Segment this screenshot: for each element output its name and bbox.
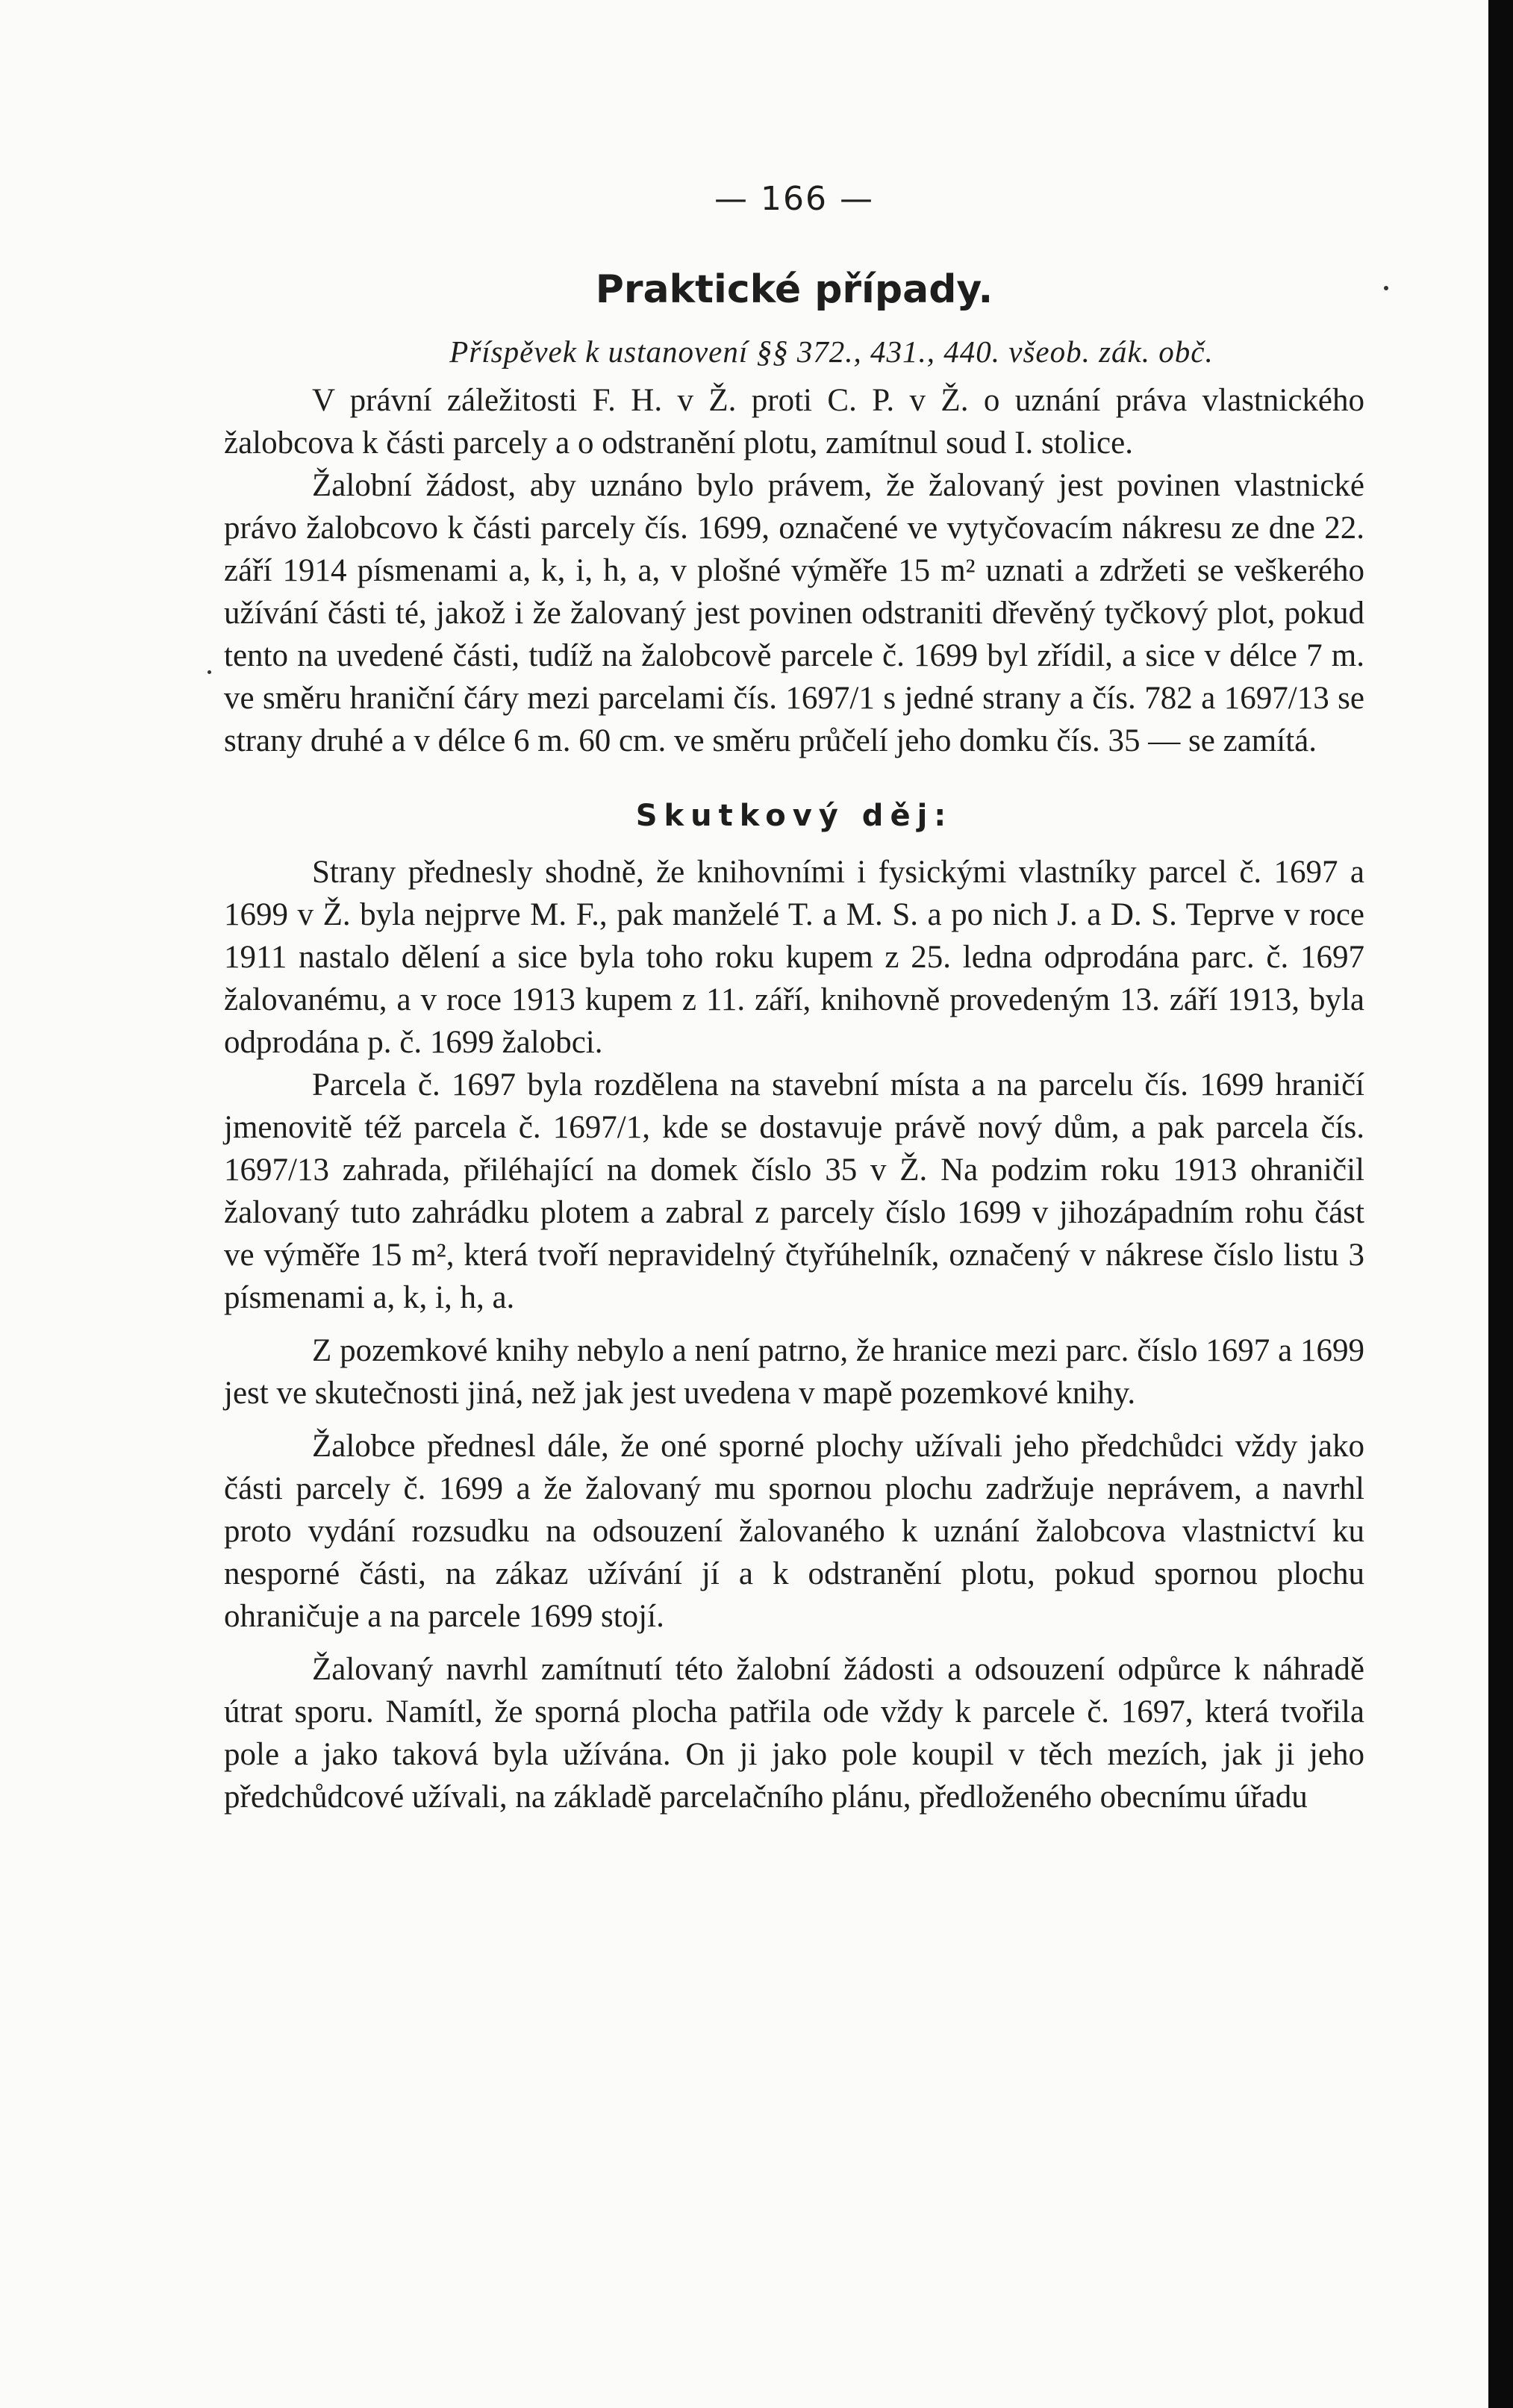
page-content (224, 178, 1364, 1818)
paragraph-intro: V právní záležitosti F. H. v Ž. proti C. P. v Ž. o uznání práva vlastnického žalobcova k části parcely a o odstranění plotu, zamítnul soud I. stolice. (224, 383, 1364, 461)
paragraph-claim: Žalobní žádost, aby uznáno bylo právem, že žalovaný jest povinen vlastnické právo žalobcovo k části parcely čís. 1699, označené ve vytyčovacím nákresu ze dne 22. září 1914 písmenami a, k, i, h, a, v plošné výměře 15 m² uznati a zdržeti se veškerého užívání části té, jakož i že žalovaný jest povinen odstraniti dřevěný tyčkový plot, pokud tento na uvedené části, tudíž na žalobcově parcele č. 1699 byl zřídil, a sice v délce 7 m. ve směru hraniční čáry mezi parcelami čís. 1697/1 s jedné strany a čís. 782 a 1697/13 se strany druhé a v délce 6 m. 60 cm. ve směru průčelí jeho domku čís. 35 — se zamítá. (224, 468, 1364, 758)
subtitle: Příspěvek k ustanovení §§ 372., 431., 440. všeob. zák. obč. (449, 334, 1214, 369)
paragraph-facts-3: Z pozemkové knihy nebylo a není patrno, že hranice mezi parc. číslo 1697 a 1699 jest ve skutečnosti jiná, než jak jest uvedena v mapě pozemkové knihy. (224, 1333, 1364, 1411)
paragraph-facts-2: Parcela č. 1697 byla rozdělena na stavební místa a na parcelu čís. 1699 hraničí jmenovitě též parcela č. 1697/1, kde se dostavuje právě nový dům, a pak parcela čís. 1697/13 zahrada, přiléhající na domek číslo 35 v Ž. Na podzim roku 1913 ohraničil žalovaný tuto zahrádku plotem a zabral z parcely číslo 1699 v jihozápadním rohu část ve výměře 15 m², která tvoří nepravidelný čtyřúhelník, označený v nákrese číslo listu 3 písmenami a, k, i, h, a. (224, 1067, 1364, 1315)
scan-edge (1488, 0, 1513, 2408)
page-title: Praktické případy. (595, 267, 993, 312)
section-heading: Skutkový děj: (635, 799, 953, 833)
speck-mark (1384, 286, 1388, 290)
paragraph-facts-5: Žalovaný navrhl zamítnutí této žalobní žádosti a odsouzení odpůrce k náhradě útrat sporu. Namítl, že sporná plocha patřila ode vždy k parcele č. 1697, která tvořila pole a jako taková byla užívána. On ji jako pole koupil v těch mezích, jak ji jeho předchůdcové užívali, na základě parcelačního plánu, předloženého obecnímu úřadu (224, 1652, 1364, 1815)
paragraph-facts-4: Žalobce přednesl dále, že oné sporné plochy užívali jeho předchůdci vždy jako části parcely č. 1699 a že žalovaný mu spornou plochu zadržuje neprávem, a navrhl proto vydání rozsudku na odsouzení žalovaného k uznání žalobcova vlastnictví ku nesporné části, na zákaz užívání jí a k odstranění plotu, pokud spornou plochu ohraničuje a na parcele 1699 stojí. (224, 1429, 1364, 1634)
page-number: — 166 — (714, 180, 874, 218)
paragraph-facts-1: Strany přednesly shodně, že knihovními i fysickými vlastníky parcel č. 1697 a 1699 v Ž. byla nejprve M. F., pak manželé T. a M. S. a po nich J. a D. S. Teprve v roce 1911 nastalo dělení a sice byla toho roku kupem z 25. ledna odprodána parc. č. 1697 žalovanému, a v roce 1913 kupem z 11. září, knihovně provedeným 13. září 1913, byla odprodána p. č. 1699 žalobci. (224, 855, 1364, 1060)
speck-mark (208, 670, 211, 674)
